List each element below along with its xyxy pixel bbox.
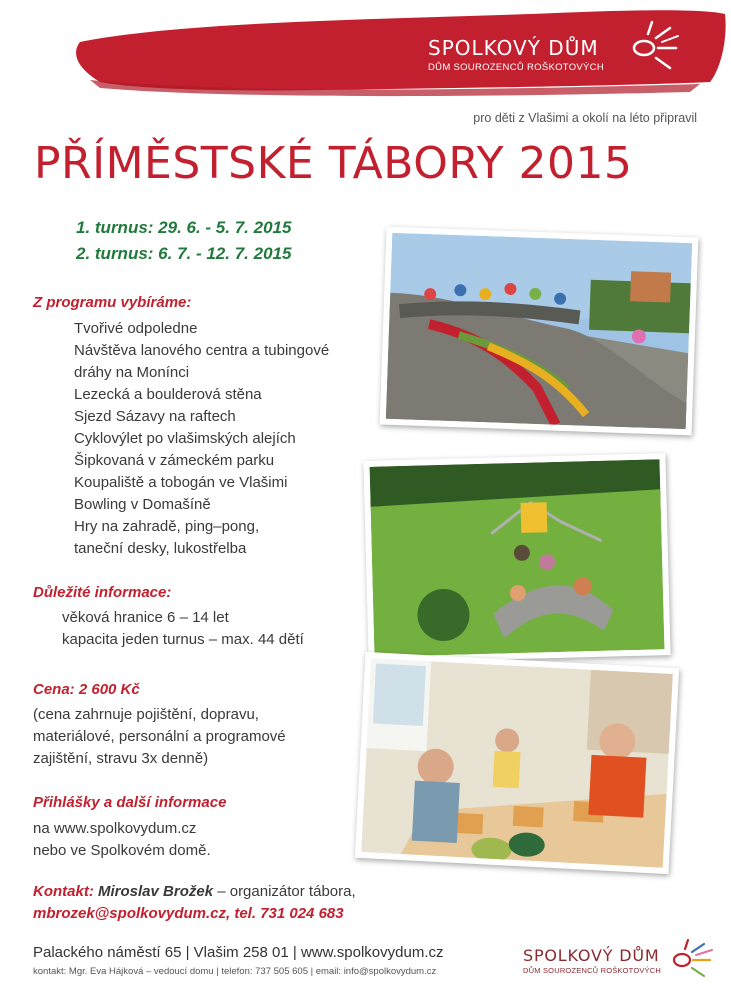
price-line: materiálové, personální a programové bbox=[33, 728, 286, 745]
photo-kids-at-table bbox=[355, 652, 679, 874]
program-heading: Z programu vybíráme: bbox=[33, 294, 192, 311]
list-item: věková hranice 6 – 14 let bbox=[62, 609, 229, 626]
logo-name: SPOLKOVÝ DŮM bbox=[523, 946, 660, 965]
list-item: Sjezd Sázavy na raftech bbox=[74, 408, 236, 425]
price-line: zajištění, stravu 3x denně) bbox=[33, 750, 209, 767]
list-item: dráhy na Monínci bbox=[74, 364, 190, 381]
price-line: (cena zahrnuje pojištění, dopravu, bbox=[33, 706, 259, 723]
logo-subtitle: DŮM SOUROZENCŮ ROŠKOTOVÝCH bbox=[428, 62, 604, 73]
list-item: Návštěva lanového centra a tubingové bbox=[74, 342, 330, 359]
footer-logo[interactable] bbox=[523, 946, 661, 975]
signup-details bbox=[33, 818, 211, 862]
signup-heading: Přihlášky a další informace bbox=[33, 794, 227, 811]
contact-label: Kontakt: bbox=[33, 883, 94, 900]
list-item: Lezecká a boulderová stěna bbox=[74, 386, 262, 403]
signup-link[interactable]: na www.spolkovydum.cz bbox=[33, 820, 197, 837]
list-item: taneční desky, lukostřelba bbox=[74, 540, 247, 557]
list-item: Koupaliště a tobogán ve Vlašimi bbox=[74, 474, 288, 491]
list-item: kapacita jeden turnus – max. 44 dětí bbox=[62, 631, 304, 648]
turnus-2: 2. turnus: 6. 7. - 12. 7. 2015 bbox=[76, 244, 292, 263]
contact-email-phone[interactable]: mbrozek@spolkovydum.cz, tel. 731 024 683 bbox=[33, 905, 344, 922]
logo-name: SPOLKOVÝ DŮM bbox=[428, 36, 599, 60]
footer-address: Palackého náměstí 65 | Vlašim 258 01 | www.spolkovydum.cz bbox=[33, 944, 444, 961]
contact-role: – organizátor tábora, bbox=[213, 883, 356, 900]
tagline: pro děti z Vlašimi a okolí na léto připravil bbox=[473, 111, 697, 125]
contact-line bbox=[33, 881, 356, 903]
list-item: Šipkovaná v zámeckém parku bbox=[74, 452, 275, 469]
photo-group-on-slide bbox=[380, 227, 699, 436]
signup-line: nebo ve Spolkovém domě. bbox=[33, 842, 211, 859]
logo-subtitle: DŮM SOUROZENCŮ ROŠKOTOVÝCH bbox=[523, 966, 661, 975]
photo-tubing-track bbox=[363, 453, 670, 663]
info-heading: Důležité informace: bbox=[33, 584, 172, 601]
turnus-1: 1. turnus: 29. 6. - 5. 7. 2015 bbox=[76, 218, 292, 237]
sun-rays-logo-icon bbox=[622, 18, 682, 78]
list-item: Tvořivé odpoledne bbox=[74, 320, 198, 337]
list-item: Bowling v Domašíně bbox=[74, 496, 211, 513]
list-item: Cyklovýlet po vlašimských alejích bbox=[74, 430, 296, 447]
info-list bbox=[62, 607, 304, 651]
price-heading: Cena: 2 600 Kč bbox=[33, 681, 140, 698]
footer-contact: kontakt: Mgr. Eva Hájková – vedoucí domu | telefon: 737 505 605 | email: info@spolkovydum.cz bbox=[33, 966, 437, 977]
program-list bbox=[74, 318, 329, 560]
list-item: Hry na zahradě, ping–pong, bbox=[74, 518, 260, 535]
contact-name: Miroslav Brožek bbox=[98, 883, 214, 900]
sun-rays-logo-icon bbox=[666, 938, 714, 982]
page-title: PŘÍMĚSTSKÉ TÁBORY 2015 bbox=[34, 138, 633, 189]
price-details bbox=[33, 704, 286, 770]
header-logo[interactable] bbox=[428, 36, 604, 73]
